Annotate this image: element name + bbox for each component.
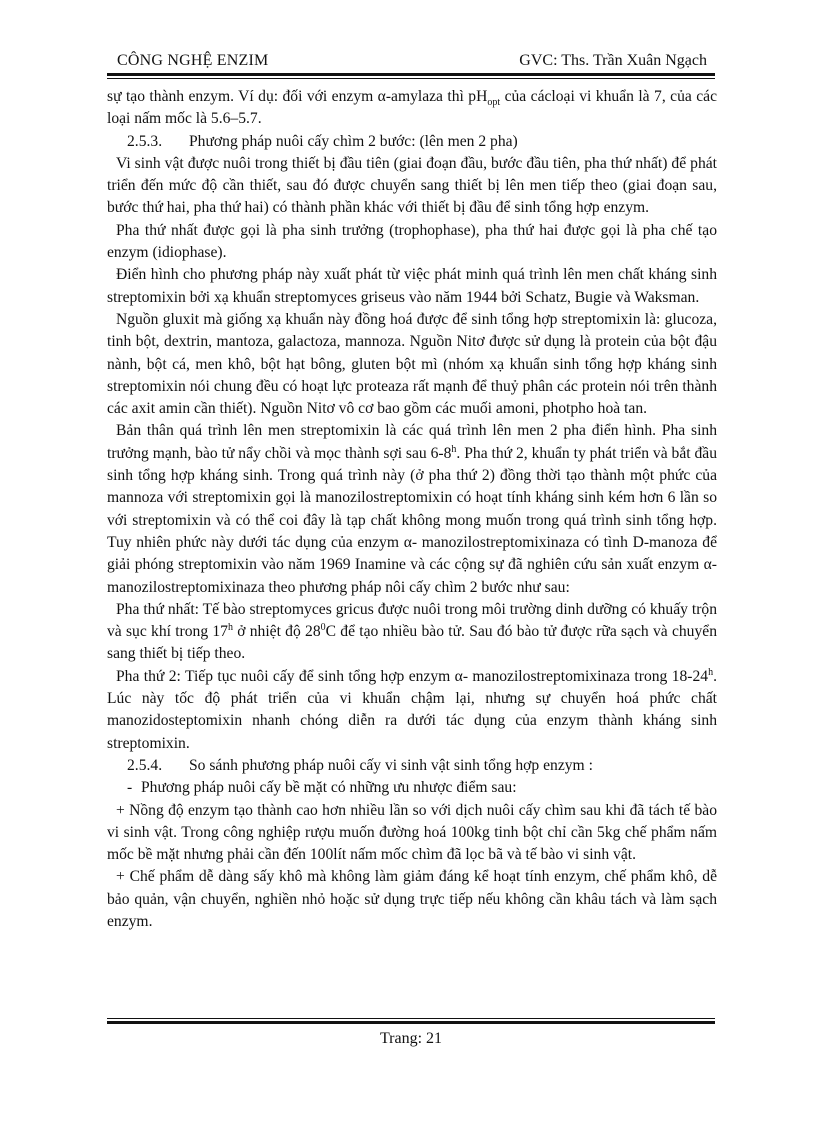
section-heading-2-5-3	[107, 131, 717, 153]
paragraph: Điển hình cho phương pháp này xuất phát từ việc phát minh quá trình lên men chất kháng sinh streptomixin bởi xạ khuẩn streptomyces griseus vào năm 1944 bởi Schatz, Bugie và Waksman.	[107, 266, 717, 306]
section-number: 2.5.4.	[127, 756, 163, 774]
paragraph: Nguồn gluxit mà giống xạ khuẩn này đồng hoá được để sinh tổng hợp streptomixin là: glucoza, tinh bột, dextrin, mantoza, galactoza, mannoza. Nguồn Nitơ được sử dụng là protein của bột đậu nành, bột cá, men khô, bột hạt bông, gluten bột mì (nhóm xạ khuẩn sinh tổng hợp kháng sinh streptomixin nói chung đều có hoạt lực proteaza rất mạnh để thuỷ phân các protein nói trên thành các axit amin cần thiết). Nguồn Nitơ vô cơ bao gồm các muối amoni, photpho hoà tan.	[107, 310, 717, 418]
footer-rule-thin	[107, 1018, 715, 1019]
header-rule-thick	[107, 73, 715, 76]
paragraph: + Chế phẩm dễ dàng sấy khô mà không làm giảm đáng kể hoạt tính enzym, chế phẩm khô, dễ bảo quản, vận chuyển, nghiền nhỏ hoặc sử dụng trực tiếp nếu không cần khâu tách và làm sạch enzym.	[107, 868, 717, 930]
section-title: Phương pháp nuôi cấy chìm 2 bước: (lên men 2 pha)	[189, 132, 518, 150]
header-lecturer: GVC: Ths. Trần Xuân Ngạch	[519, 52, 707, 69]
section-number: 2.5.3.	[127, 132, 163, 150]
header-course-title: CÔNG NGHỆ ENZIM	[117, 52, 269, 69]
paragraph: Vi sinh vật được nuôi trong thiết bị đầu tiên (giai đoạn đầu, bước đầu tiên, pha thứ nhất) để phát triển đến mức độ cần thiết, sau đó được chuyển sang thiết bị lên men tiếp theo (giai đoạn sau, bước thứ hai, pha thứ hai) có thành phần khác với thiết bị đầu để sinh tổng hợp enzym.	[107, 154, 717, 217]
page-body	[107, 86, 717, 933]
page-number: Trang: 21	[379, 1030, 443, 1047]
footer-rule-thick	[107, 1021, 715, 1024]
paragraph-intro: sự tạo thành enzym. Ví dụ: đối với enzym α-amylaza thì $pH_{opt}$ của cácloại vi khuẩn là 7, của các loại nấm mốc là 5.6–5.7.	[107, 88, 717, 128]
bullet-item: - Phương pháp nuôi cấy bề mặt có những ưu nhược điểm sau:	[107, 777, 717, 799]
paragraph: Pha thứ nhất được gọi là pha sinh trưởng (trophophase), pha thứ hai được gọi là pha chế tạo enzym (idiophase).	[107, 221, 717, 262]
paragraph: Pha thứ nhất: Tế bào streptomyces gricus được nuôi trong môi trường dinh dưỡng có khuấy trộn và sục khí trong 17$^h$ ở nhiệt độ $28^0C$ để tạo nhiều bào tử. Sau đó bào tử được rữa sạch và chuyển sang thiết bị tiếp theo.	[107, 600, 717, 663]
dash-bullet: -	[127, 779, 133, 797]
paragraph: Pha thứ 2: Tiếp tục nuôi cấy để sinh tổng hợp enzym α- manozilostreptomixinaza trong 18-24$^h$. Lúc này tốc độ phát triển của vi khuẩn chậm lại, nhưng sự chuyển hoá phức chất manozidosteptomixin nhanh chóng diễn ra dưới tác dụng của enzym thành kháng sinh streptomixin.	[107, 666, 717, 752]
paragraph: Bản thân quá trình lên men streptomixin là các quá trình lên men 2 pha điển hình. Pha sinh trưởng mạnh, bào tử nẩy chồi và mọc thành sợi sau 6-8$^h$. Pha thứ 2, khuẩn ty phát triển và bắt đầu sinh tổng hợp kháng sinh. Trong quá trình này (ở pha thứ 2) đồng thời tạo thành một phức của mannoza với streptomixin gọi là manozilostreptomixin có hoạt tính kháng sinh kém hơn 6 lần so với streptomixin và có thể coi đây là tạp chất không mong muốn trong quá trình sinh tổng hợp. Tuy nhiên phức này dưới tác dụng của enzym α- manozilostreptomixinaza có tình D-manoza để giải phóng streptomixin vào năm 1969 Inamine và các cộng sự đã nghiên cứu sản xuất enzym α- manozilostreptomixinaza theo phương pháp nôi cấy chìm 2 bước như sau:	[107, 422, 717, 596]
header-rule-thin	[107, 78, 715, 79]
section-heading-2-5-4	[107, 755, 717, 777]
section-title: So sánh phương pháp nuôi cấy vi sinh vật sinh tổng hợp enzym :	[189, 756, 593, 774]
paragraph: + Nồng độ enzym tạo thành cao hơn nhiều lần so với dịch nuôi cấy chìm sau khi đã tách tế bào vi sinh vật. Trong công nghiệp rượu muốn đường hoá 100kg tinh bột chỉ cần 5kg chế phẩm nấm mốc bề mặt nhưng phải cần đến 100lít nấm mốc chìm đã lọc bã và tế bào vi sinh vật.	[107, 801, 717, 864]
